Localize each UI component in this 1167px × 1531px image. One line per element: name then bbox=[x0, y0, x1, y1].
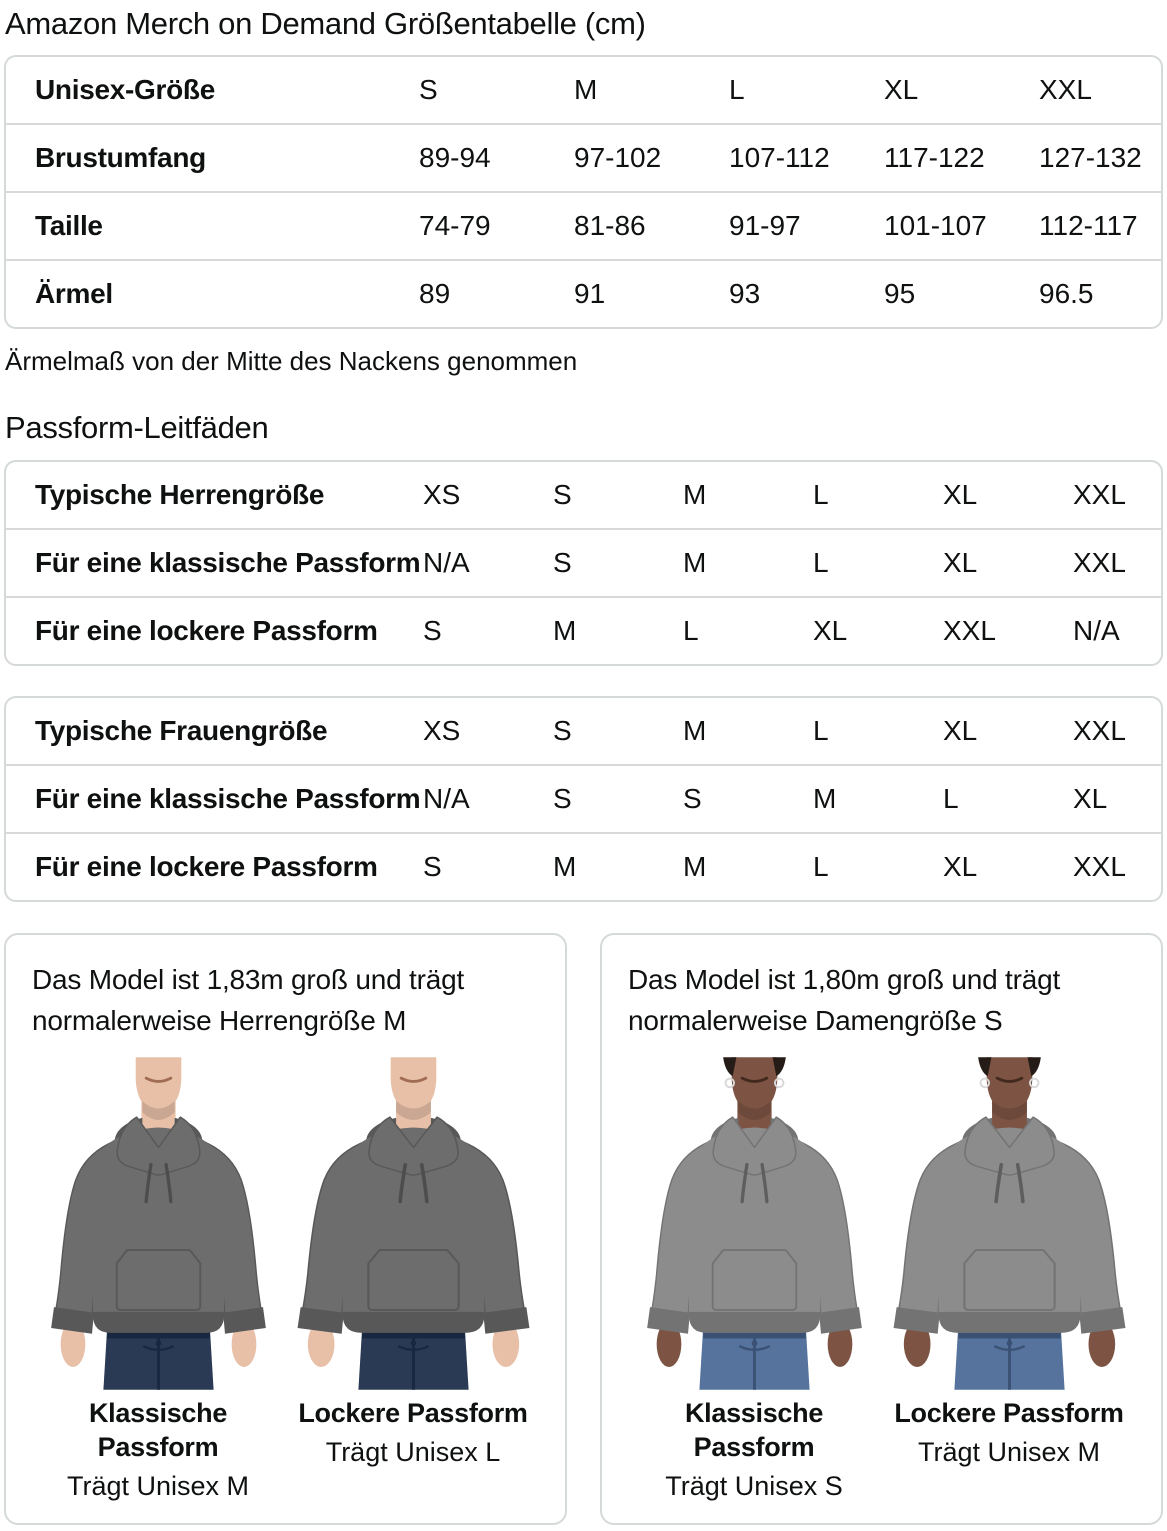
value-cell: 112-117 bbox=[1039, 210, 1138, 241]
row-label: Für eine klassische Passform bbox=[35, 783, 421, 814]
value-cell: S bbox=[553, 479, 572, 510]
page-title: Amazon Merch on Demand Größentabelle (cm) bbox=[5, 6, 646, 41]
model-figure-loose bbox=[290, 1057, 537, 1503]
value-cell: M bbox=[683, 547, 707, 578]
value-cell: XL bbox=[943, 851, 978, 882]
value-cell: XXL bbox=[1073, 547, 1126, 578]
value-cell: L bbox=[813, 479, 829, 510]
value-cell: M bbox=[813, 783, 837, 814]
row-label: Typische Frauengröße bbox=[35, 715, 328, 746]
table-row bbox=[6, 123, 1161, 191]
value-cell: 74-79 bbox=[419, 210, 491, 241]
value-cell: 97-102 bbox=[574, 142, 662, 173]
value-cell: XXL bbox=[1073, 851, 1126, 882]
model-photos bbox=[628, 1057, 1135, 1503]
model-photo-women-loose bbox=[886, 1057, 1133, 1390]
value-cell: S bbox=[423, 615, 442, 646]
size-cell: XXL bbox=[1039, 74, 1092, 105]
value-cell: S bbox=[553, 715, 572, 746]
fit-caption: Lockere Passform bbox=[298, 1398, 528, 1428]
wears-caption: Trägt Unisex S bbox=[665, 1471, 843, 1501]
value-cell: S bbox=[553, 547, 572, 578]
table-row bbox=[6, 832, 1161, 900]
value-cell: XL bbox=[943, 547, 978, 578]
value-cell: L bbox=[943, 783, 959, 814]
table-row bbox=[6, 698, 1161, 764]
value-cell: XXL bbox=[943, 615, 996, 646]
row-label: Unisex-Größe bbox=[35, 74, 215, 105]
table-row bbox=[6, 191, 1161, 259]
model-photo-men-loose bbox=[290, 1057, 537, 1390]
fit-guides-heading: Passform-Leitfäden bbox=[5, 410, 269, 445]
table-row bbox=[6, 57, 1161, 123]
size-cell: S bbox=[419, 74, 438, 105]
model-photo-women-classic bbox=[631, 1057, 878, 1390]
value-cell: XL bbox=[943, 715, 978, 746]
value-cell: 93 bbox=[729, 278, 761, 309]
value-cell: 89 bbox=[419, 278, 451, 309]
model-photo-men-classic bbox=[35, 1057, 282, 1390]
row-label: Taille bbox=[35, 210, 103, 241]
row-label: Ärmel bbox=[35, 278, 113, 309]
row-label: Für eine klassische Passform bbox=[35, 547, 421, 578]
value-cell: N/A bbox=[423, 783, 470, 814]
row-label: Brustumfang bbox=[35, 142, 206, 173]
size-cell: M bbox=[574, 74, 598, 105]
row-label: Für eine lockere Passform bbox=[35, 851, 378, 882]
value-cell: N/A bbox=[1073, 615, 1120, 646]
model-figure-classic bbox=[631, 1057, 878, 1503]
value-cell: M bbox=[553, 615, 577, 646]
value-cell: XXL bbox=[1073, 479, 1126, 510]
fit-caption: Lockere Passform bbox=[894, 1398, 1124, 1428]
model-figure-classic bbox=[35, 1057, 282, 1503]
table-row bbox=[6, 259, 1161, 327]
value-cell: L bbox=[813, 715, 829, 746]
value-cell: M bbox=[683, 479, 707, 510]
row-label: Typische Herrengröße bbox=[35, 479, 325, 510]
wears-caption: Trägt Unisex M bbox=[66, 1471, 250, 1501]
value-cell: 95 bbox=[884, 278, 916, 309]
value-cell: S bbox=[423, 851, 442, 882]
fit-caption: Klassische Passform bbox=[88, 1398, 228, 1462]
table-row bbox=[6, 462, 1161, 528]
size-cell: L bbox=[729, 74, 745, 105]
value-cell: M bbox=[683, 851, 707, 882]
table-row bbox=[6, 764, 1161, 832]
value-cell: 127-132 bbox=[1039, 142, 1142, 173]
model-card-women bbox=[600, 933, 1163, 1525]
model-cards bbox=[4, 933, 1163, 1525]
value-cell: 96.5 bbox=[1039, 278, 1094, 309]
size-cell: XL bbox=[884, 74, 919, 105]
model-card-men bbox=[4, 933, 567, 1525]
value-cell: 91-97 bbox=[729, 210, 801, 241]
value-cell: 117-122 bbox=[884, 142, 985, 173]
model-photos bbox=[32, 1057, 539, 1503]
value-cell: XS bbox=[423, 479, 461, 510]
row-label: Für eine lockere Passform bbox=[35, 615, 378, 646]
value-cell: 91 bbox=[574, 278, 606, 309]
value-cell: S bbox=[683, 783, 702, 814]
value-cell: XL bbox=[943, 479, 978, 510]
value-cell: XXL bbox=[1073, 715, 1126, 746]
value-cell: XL bbox=[1073, 783, 1108, 814]
value-cell: L bbox=[683, 615, 699, 646]
sleeve-note: Ärmelmaß von der Mitte des Nackens genommen bbox=[5, 346, 578, 376]
table-row bbox=[6, 528, 1161, 596]
value-cell: 107-112 bbox=[729, 142, 830, 173]
fit-table-men bbox=[4, 460, 1163, 666]
value-cell: 89-94 bbox=[419, 142, 491, 173]
value-cell: M bbox=[683, 715, 707, 746]
value-cell: L bbox=[813, 547, 829, 578]
value-cell: 101-107 bbox=[884, 210, 987, 241]
table-row bbox=[6, 596, 1161, 664]
value-cell: L bbox=[813, 851, 829, 882]
fit-caption: Klassische Passform bbox=[684, 1398, 824, 1462]
value-cell: S bbox=[553, 783, 572, 814]
wears-caption: Trägt Unisex M bbox=[917, 1437, 1101, 1467]
value-cell: M bbox=[553, 851, 577, 882]
value-cell: XS bbox=[423, 715, 461, 746]
value-cell: N/A bbox=[423, 547, 470, 578]
value-cell: 81-86 bbox=[574, 210, 646, 241]
fit-table-women bbox=[4, 696, 1163, 902]
model-card-heading: Das Model ist 1,83m groß und trägt normalerweise Herrengröße M bbox=[32, 964, 465, 1036]
model-card-heading: Das Model ist 1,80m groß und trägt normalerweise Damengröße S bbox=[628, 964, 1061, 1036]
wears-caption: Trägt Unisex L bbox=[325, 1437, 501, 1467]
value-cell: XL bbox=[813, 615, 848, 646]
size-table bbox=[4, 55, 1163, 329]
model-figure-loose bbox=[886, 1057, 1133, 1503]
